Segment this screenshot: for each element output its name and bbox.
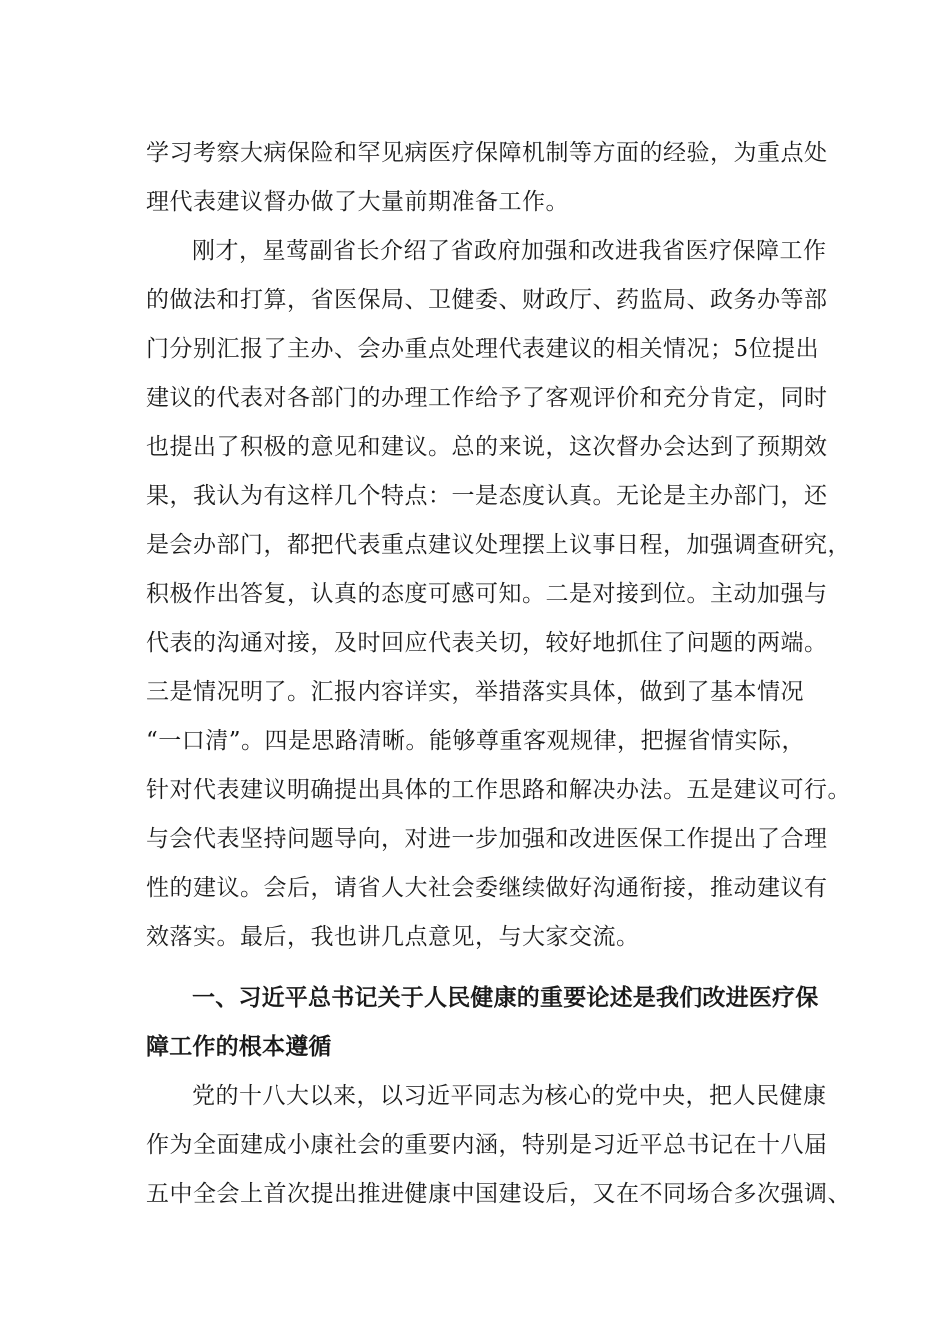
- body-line: “一口清”。四是思路清晰。能够尊重客观规律，把握省情实际，: [146, 728, 806, 754]
- paragraph-first-line: 党的十八大以来，以习近平同志为核心的党中央，把人民健康: [192, 1083, 827, 1109]
- body-line: 作为全面建成小康社会的重要内涵，特别是习近平总书记在十八届: [146, 1132, 828, 1158]
- body-line: 针对代表建议明确提出具体的工作思路和解决办法。五是建议可行。: [146, 777, 851, 803]
- section-heading: 一、习近平总书记关于人民健康的重要论述是我们改进医疗保: [192, 985, 819, 1011]
- body-line: 的做法和打算，省医保局、卫健委、财政厅、药监局、政务办等部: [146, 287, 828, 313]
- body-line: 理代表建议督办做了大量前期准备工作。: [146, 189, 569, 215]
- section-heading: 障工作的根本遵循: [146, 1034, 332, 1060]
- body-line: 果，我认为有这样几个特点：一是态度认真。无论是主办部门，还: [146, 483, 828, 509]
- body-line: 五中全会上首次提出推进健康中国建设后，又在不同场合多次强调、: [146, 1181, 851, 1207]
- body-line: 积极作出答复，认真的态度可感可知。二是对接到位。主动加强与: [146, 581, 828, 607]
- body-line: 门分别汇报了主办、会办重点处理代表建议的相关情况；5位提出: [146, 336, 820, 362]
- body-line: 是会办部门，都把代表重点建议处理摆上议事日程，加强调查研究，: [146, 532, 851, 558]
- body-line: 与会代表坚持问题导向，对进一步加强和改进医保工作提出了合理: [146, 826, 828, 852]
- body-line: 学习考察大病保险和罕见病医疗保障机制等方面的经验，为重点处: [146, 140, 828, 166]
- body-line: 三是情况明了。汇报内容详实，举措落实具体，做到了基本情况: [146, 679, 804, 705]
- paragraph-first-line: 刚才，星莺副省长介绍了省政府加强和改进我省医疗保障工作: [192, 238, 827, 264]
- body-line: 性的建议。会后，请省人大社会委继续做好沟通衔接，推动建议有: [146, 875, 828, 901]
- body-line: 效落实。最后，我也讲几点意见，与大家交流。: [146, 924, 640, 950]
- body-line: 代表的沟通对接，及时回应代表关切，较好地抓住了问题的两端。: [146, 630, 828, 656]
- body-line: 也提出了积极的意见和建议。总的来说，这次督办会达到了预期效: [146, 434, 828, 460]
- body-line: 建议的代表对各部门的办理工作给予了客观评价和充分肯定，同时: [146, 385, 828, 411]
